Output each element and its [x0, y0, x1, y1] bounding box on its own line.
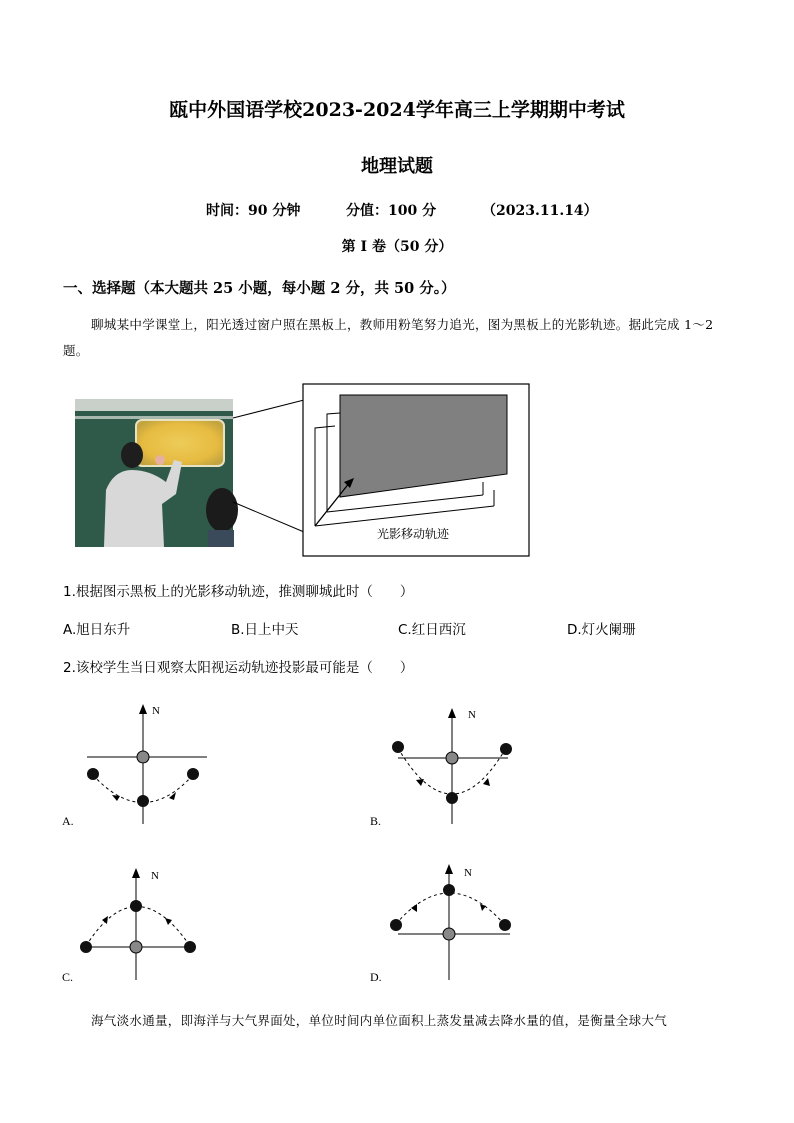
exam-score: 分值：100 分 [346, 203, 437, 219]
north-label: N [151, 870, 159, 882]
volume-heading: 第 I 卷（50 分） [341, 239, 453, 255]
passage-2: 海气淡水通量，即海洋与大气界面处，单位时间内单位面积上蒸发量减去降水量的值，是衡量全球大气 [91, 1013, 668, 1028]
diagram-label-d: D. [370, 970, 382, 984]
question-1-stem: 1.根据图示黑板上的光影移动轨迹，推测聊城此时（ ） [63, 584, 414, 600]
diagram-label-a: A. [62, 814, 74, 828]
diagram-label-b: B. [370, 814, 382, 828]
section-heading: 一、选择题（本大题共 25 小题，每小题 2 分，共 50 分。） [63, 280, 456, 297]
exam-subtitle: 地理试题 [361, 156, 433, 177]
passage-1: 聊城某中学课堂上，阳光透过窗户照在黑板上，教师用粉笔努力追光，图为黑板上的光影轨迹。据此完成 1～2 题。 [63, 317, 714, 358]
sun-path-option-d[interactable] [368, 862, 548, 988]
figure-svg [74, 382, 534, 560]
north-label: N [468, 709, 476, 721]
question-1-option-a[interactable]: A.旭日东升 [63, 622, 131, 638]
diagram-label-c: C. [62, 970, 74, 984]
classroom-photo [75, 399, 238, 547]
north-label: N [464, 867, 472, 879]
exam-time: 时间：90 分钟 [206, 203, 301, 219]
figure-light-trajectory [74, 382, 534, 560]
sun-path-option-a[interactable] [60, 700, 240, 832]
exam-title: 瓯中外国语学校2023-2024学年高三上学期期中考试 [169, 99, 625, 121]
question-2-stem: 2.该校学生当日观察太阳视运动轨迹投影最可能是（ ） [63, 660, 414, 676]
north-label: N [152, 705, 160, 717]
question-1-option-d[interactable]: D.灯火阑珊 [567, 622, 636, 638]
sun-path-option-c[interactable] [60, 862, 240, 988]
figure-caption: 光影移动轨迹 [377, 527, 450, 541]
exam-date: （2023.11.14） [482, 203, 598, 219]
question-1-option-c[interactable]: C.红日西沉 [398, 622, 466, 638]
question-1-option-b[interactable]: B.日上中天 [231, 622, 299, 638]
sun-path-option-b[interactable] [368, 700, 548, 832]
